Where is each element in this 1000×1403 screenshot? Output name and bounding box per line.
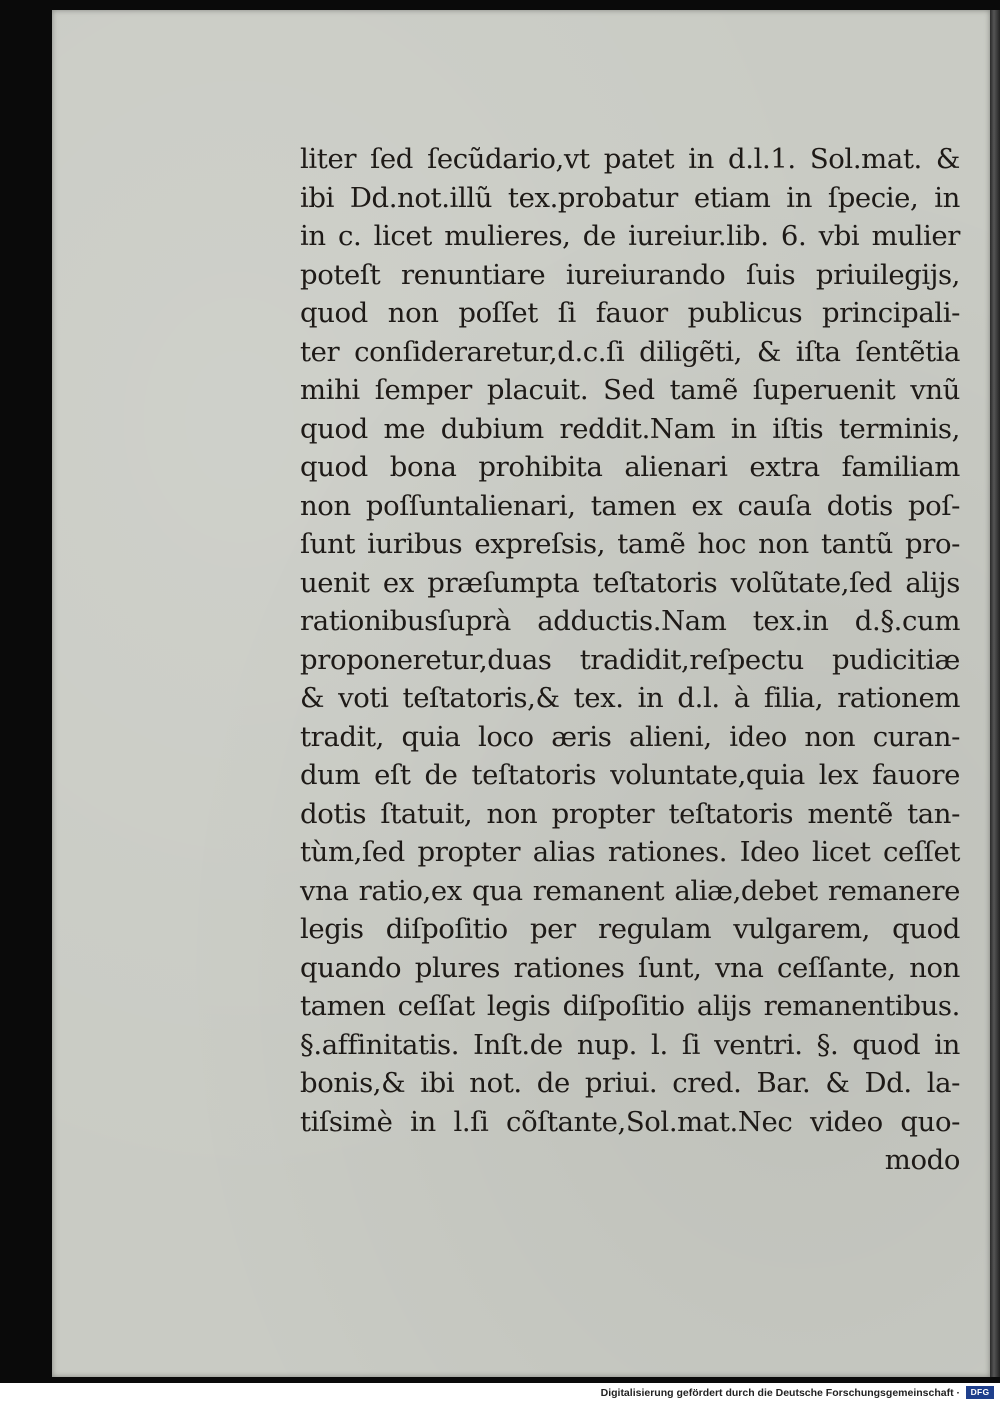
text-line: ter conſideraretur,d.c.ſi diligẽti, & iſta ſentẽtia xyxy=(300,335,960,368)
text-line: vna ratio,ex qua remanent aliæ,debet remanere xyxy=(300,874,960,907)
text-block xyxy=(300,140,960,1180)
text-line: rationibusſuprà adductis.Nam tex.in d.§.cum xyxy=(300,605,960,637)
text-line: tiſsimè in l.ſi cõſtante,Sol.mat.Nec video quo- xyxy=(300,1105,960,1138)
text-line: & voti teſtatoris,& tex. in d.l. à filia, rationem xyxy=(300,682,960,714)
text-line: poteſt renuntiare iureiurando ſuis priuilegijs, xyxy=(300,258,960,291)
text-line: quod me dubium reddit.Nam in iſtis terminis, xyxy=(300,412,960,445)
footer-bar xyxy=(0,1383,1000,1403)
text-line: uenit ex præſumpta teſtatoris volũtate,ſed alijs xyxy=(300,566,960,599)
text-line: bonis,& ibi not. de priui. cred. Bar. & Dd. la- xyxy=(300,1067,960,1099)
text-line: mihi ſemper placuit. Sed tamẽ ſuperuenit vnũ xyxy=(300,374,960,406)
text-line: non poſſuntalienari, tamen ex cauſa dotis poſ- xyxy=(300,489,960,522)
text-line: proponeretur,duas tradidit,reſpectu pudicitiæ xyxy=(300,643,960,676)
text-line: dotis ſtatuit, non propter teſtatoris mentẽ tan- xyxy=(300,797,960,830)
text-line: tradit, quia loco æris alieni, ideo non curan- xyxy=(300,720,960,753)
text-line: quando plures rationes ſunt, vna ceſſante, non xyxy=(300,951,960,984)
catchword: modo xyxy=(884,1144,960,1176)
text-line: in c. licet mulieres, de iureiur.lib. 6. vbi mulier xyxy=(300,220,960,252)
text-line: quod non poſſet ſi fauor publicus principali- xyxy=(300,297,960,329)
text-line: legis diſpoſitio per regulam vulgarem, quod xyxy=(300,913,960,945)
dfg-logo: DFG xyxy=(966,1386,994,1399)
text-line: liter ſed ſecũdario,vt patet in d.l.1. Sol.mat. & xyxy=(300,143,960,175)
text-line: ibi Dd.not.illũ tex.probatur etiam in ſpecie, in xyxy=(300,181,960,214)
text-line: tamen ceſſat legis diſpoſitio alijs remanentibus. xyxy=(300,990,960,1022)
page-edge xyxy=(990,10,1000,1377)
text-line: ſunt iuribus expreſsis, tamẽ hoc non tantũ pro- xyxy=(300,528,960,560)
text-line: quod bona prohibita alienari extra familiam xyxy=(300,451,960,483)
text-line: dum eſt de teſtatoris voluntate,quia lex fauore xyxy=(300,759,960,791)
book-page xyxy=(52,10,990,1377)
text-line: §.affinitatis. Inſt.de nup. l. ſi ventri. §. quod in xyxy=(300,1028,960,1061)
funding-notice: Digitalisierung gefördert durch die Deutsche Forschungsgemeinschaft · xyxy=(600,1387,960,1399)
text-line: tùm,ſed propter alias rationes. Ideo licet ceſſet xyxy=(300,836,960,868)
